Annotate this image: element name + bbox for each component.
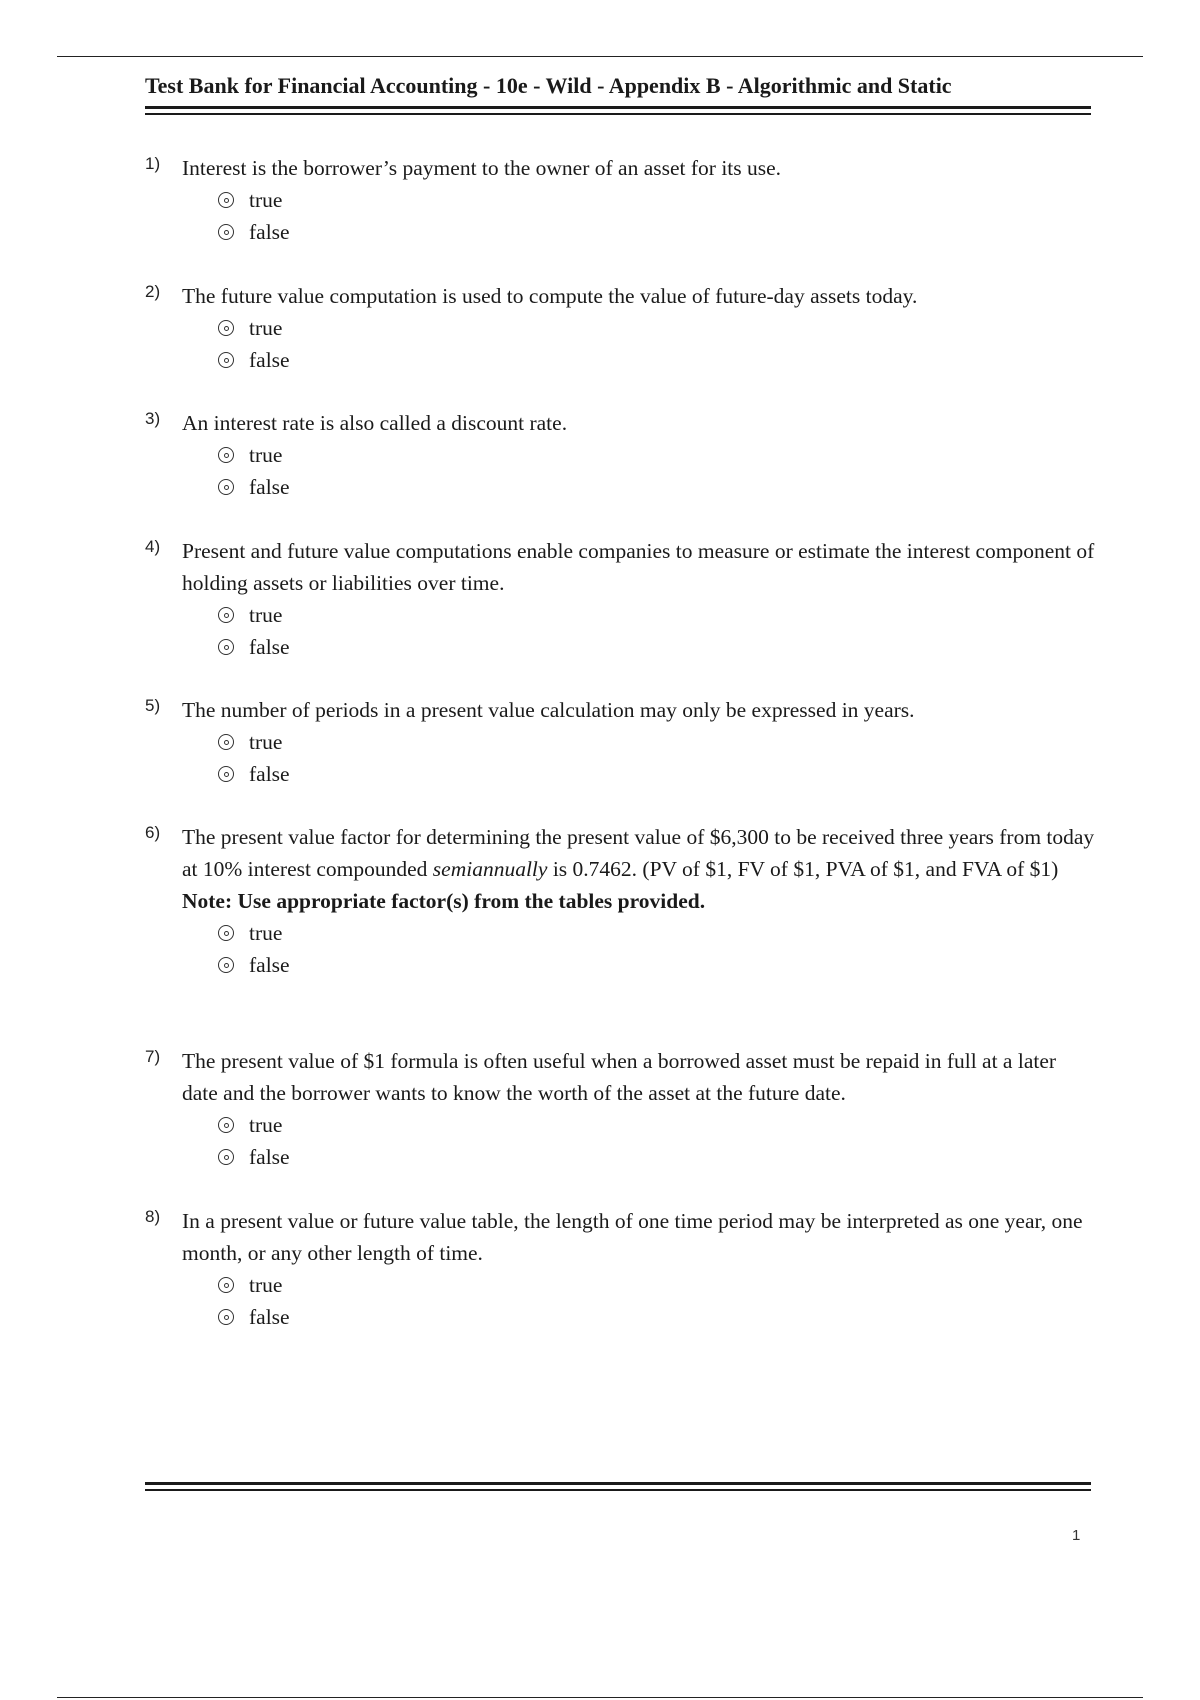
question-1 (145, 152, 1095, 248)
option-true[interactable] (218, 1109, 1095, 1141)
question-note: Note: Use appropriate factor(s) from the tables provided. (182, 889, 706, 913)
question-number: 1) (145, 154, 161, 173)
radio-button-icon[interactable] (218, 1117, 234, 1133)
question-text: An interest rate is also called a discount rate. (182, 411, 568, 435)
answer-options (218, 439, 1095, 503)
option-label: false (249, 347, 290, 372)
question-2 (145, 280, 1095, 376)
question-number: 2) (145, 282, 161, 301)
question-number: 5) (145, 696, 161, 715)
radio-button-icon[interactable] (218, 766, 234, 782)
question-number: 3) (145, 409, 161, 428)
question-text-part: is 0.7462. (PV of $1, FV of $1, PVA of $1, and FVA of $1) (547, 857, 1059, 881)
question-number: 8) (145, 1207, 161, 1226)
radio-button-icon[interactable] (218, 192, 234, 208)
question-text (182, 821, 1095, 885)
option-true[interactable] (218, 917, 1095, 949)
answer-options (218, 1109, 1095, 1173)
radio-button-icon[interactable] (218, 1309, 234, 1325)
question-number: 7) (145, 1047, 161, 1066)
radio-button-icon[interactable] (218, 352, 234, 368)
option-true[interactable] (218, 1269, 1095, 1301)
question-text: The number of periods in a present value calculation may only be expressed in years. (182, 698, 915, 722)
question-4 (145, 535, 1095, 663)
option-label: false (249, 1144, 290, 1169)
radio-button-icon[interactable] (218, 957, 234, 973)
option-true[interactable] (218, 726, 1095, 758)
option-label: true (249, 1272, 283, 1297)
option-label: true (249, 315, 283, 340)
radio-button-icon[interactable] (218, 224, 234, 240)
option-label: true (249, 1112, 283, 1137)
option-false[interactable] (218, 949, 1095, 981)
document-title: Test Bank for Financial Accounting - 10e - Wild - Appendix B - Algorithmic and Static (145, 73, 952, 98)
radio-button-icon[interactable] (218, 447, 234, 463)
question-8 (145, 1205, 1095, 1333)
question-text: The present value of $1 formula is often useful when a borrowed asset must be repaid in full at a later date and the borrower wants to know the worth of the asset at the future date. (182, 1049, 1057, 1105)
page-bottom-rule (57, 1697, 1143, 1698)
option-true[interactable] (218, 184, 1095, 216)
radio-button-icon[interactable] (218, 479, 234, 495)
option-true[interactable] (218, 312, 1095, 344)
question-number: 4) (145, 537, 161, 556)
option-false[interactable] (218, 758, 1095, 790)
question-text: Interest is the borrower’s payment to the owner of an asset for its use. (182, 156, 782, 180)
radio-button-icon[interactable] (218, 734, 234, 750)
radio-button-icon[interactable] (218, 1149, 234, 1165)
option-false[interactable] (218, 471, 1095, 503)
option-label: true (249, 442, 283, 467)
option-false[interactable] (218, 216, 1095, 248)
option-label: true (249, 187, 283, 212)
footer-double-rule (145, 1482, 1091, 1491)
page-top-rule (57, 56, 1143, 57)
option-label: true (249, 602, 283, 627)
question-6 (145, 821, 1095, 981)
header-double-rule (145, 106, 1091, 115)
question-text-emphasis: semiannually (432, 857, 548, 881)
radio-button-icon[interactable] (218, 607, 234, 623)
option-label: false (249, 219, 290, 244)
option-false[interactable] (218, 344, 1095, 376)
option-label: false (249, 952, 290, 977)
question-text: In a present value or future value table, the length of one time period may be interpreted as one year, one month, or any other length of time. (182, 1209, 1083, 1265)
option-label: false (249, 474, 290, 499)
option-label: false (249, 761, 290, 786)
question-7 (145, 1045, 1095, 1173)
radio-button-icon[interactable] (218, 925, 234, 941)
radio-button-icon[interactable] (218, 1277, 234, 1293)
option-label: true (249, 920, 283, 945)
option-true[interactable] (218, 439, 1095, 471)
question-text: The future value computation is used to compute the value of future-day assets today. (182, 284, 918, 308)
answer-options (218, 599, 1095, 663)
option-false[interactable] (218, 1301, 1095, 1333)
question-5 (145, 694, 1095, 790)
answer-options (218, 312, 1095, 376)
option-label: true (249, 729, 283, 754)
question-3 (145, 407, 1095, 503)
answer-options (218, 184, 1095, 248)
page-number: 1 (1072, 1527, 1081, 1544)
option-label: false (249, 1304, 290, 1329)
radio-button-icon[interactable] (218, 639, 234, 655)
option-false[interactable] (218, 631, 1095, 663)
option-true[interactable] (218, 599, 1095, 631)
question-text: Present and future value computations enable companies to measure or estimate the interest component of holding assets or liabilities over time. (182, 539, 1095, 595)
question-text-part: The present value factor for determining the present value of $6,300 to be received three years from today at 10% interest compounded (182, 825, 1095, 881)
option-false[interactable] (218, 1141, 1095, 1173)
radio-button-icon[interactable] (218, 320, 234, 336)
question-number: 6) (145, 823, 161, 842)
answer-options (218, 1269, 1095, 1333)
option-label: false (249, 634, 290, 659)
answer-options (218, 726, 1095, 790)
answer-options (218, 917, 1095, 981)
